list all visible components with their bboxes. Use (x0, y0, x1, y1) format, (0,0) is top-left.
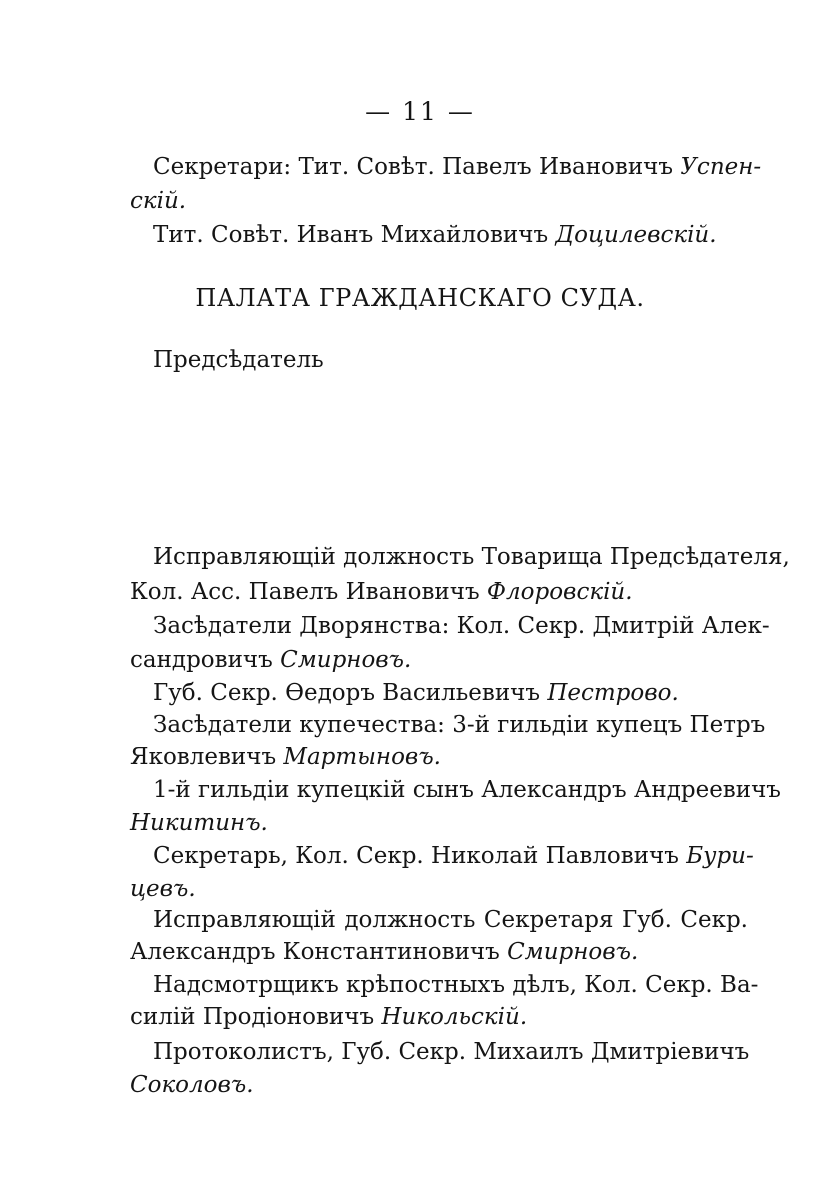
entry-name-italic: Никитинъ. (130, 810, 268, 836)
entry-name-italic: Флоровскій. (486, 579, 633, 605)
entry-line-16 (153, 1037, 748, 1067)
entry-name-italic: Никольскій. (381, 1004, 528, 1030)
section-heading: ПАЛАТА ГРАЖДАНСКАГО СУДА. (195, 284, 645, 312)
secretaries-text-2: Тит. Совѣт. Иванъ Михайловичъ (153, 222, 556, 248)
entry-line-7 (130, 742, 840, 772)
secretaries-line-3 (153, 220, 840, 250)
entry-line-13 (130, 937, 840, 967)
entry-line-3 (153, 611, 770, 641)
entry-line-9 (130, 808, 840, 838)
secretaries-text: Секретари: Тит. Совѣт. Павелъ Ивановичъ (153, 154, 681, 180)
entry-line-1 (153, 542, 790, 572)
entry-line-5 (153, 678, 840, 708)
entry-text: Кол. Асс. Павелъ Ивановичъ (130, 579, 487, 605)
entry-name-italic: Смирновъ. (280, 647, 412, 673)
entry-text: Надсмотрщикъ крѣпостныхъ дѣлъ, Кол. Секр. Ва- (153, 972, 759, 998)
entry-text: Секретарь, Кол. Секр. Николай Павловичъ (153, 843, 687, 869)
entry-line-11 (130, 874, 840, 904)
entry-name-italic: Соколовъ. (130, 1072, 254, 1098)
entry-line-6 (153, 710, 766, 740)
entry-name-italic: Смирновъ. (507, 939, 639, 965)
entry-line-8 (153, 775, 781, 805)
entry-line-10 (153, 841, 754, 871)
entry-text: Губ. Секр. Ѳедоръ Васильевичъ (153, 680, 548, 706)
chairman-label: Предсѣдатель (153, 347, 324, 373)
entry-line-15 (130, 1002, 840, 1032)
entry-text: Протоколистъ, Губ. Секр. Михаилъ Дмитріевичъ (153, 1039, 750, 1065)
entry-line-14 (153, 970, 759, 1000)
secretaries-name-italic-2: Доцилевскій. (555, 222, 717, 248)
entry-text: силій Продіоновичъ (130, 1004, 382, 1030)
entry-text: сандровичъ (130, 647, 281, 673)
entry-line-4 (130, 645, 840, 675)
entry-text: Яковлевичъ (130, 744, 284, 770)
secretaries-line-2 (130, 186, 840, 216)
entry-name-italic: цевъ. (130, 876, 196, 902)
entry-text: 1-й гильдіи купецкій сынъ Александръ Андреевичъ (153, 777, 781, 803)
entry-text: Исправляющій должность Секретаря Губ. Секр. (153, 907, 748, 933)
secretaries-line-1 (153, 152, 762, 182)
entry-name-italic: Пестрово. (547, 680, 679, 706)
entry-name-italic: Бури- (686, 843, 754, 869)
entry-text: Засѣдатели купечества: 3-й гильдіи купецъ Петръ (153, 712, 766, 738)
secretaries-name-italic: Успен- (680, 154, 762, 180)
secretaries-name-italic-cont: скій. (130, 188, 187, 214)
entry-line-17 (130, 1070, 840, 1100)
entry-name-italic: Мартыновъ. (283, 744, 441, 770)
entry-line-12 (153, 905, 748, 935)
entry-line-2 (130, 577, 840, 607)
entry-text: Александръ Константиновичъ (130, 939, 508, 965)
entry-text: Засѣдатели Дворянства: Кол. Секр. Дмитрій Алек- (153, 613, 770, 639)
page-number: — 11 — (365, 97, 475, 126)
entry-text: Исправляющій должность Товарища Предсѣдателя, (153, 544, 790, 570)
